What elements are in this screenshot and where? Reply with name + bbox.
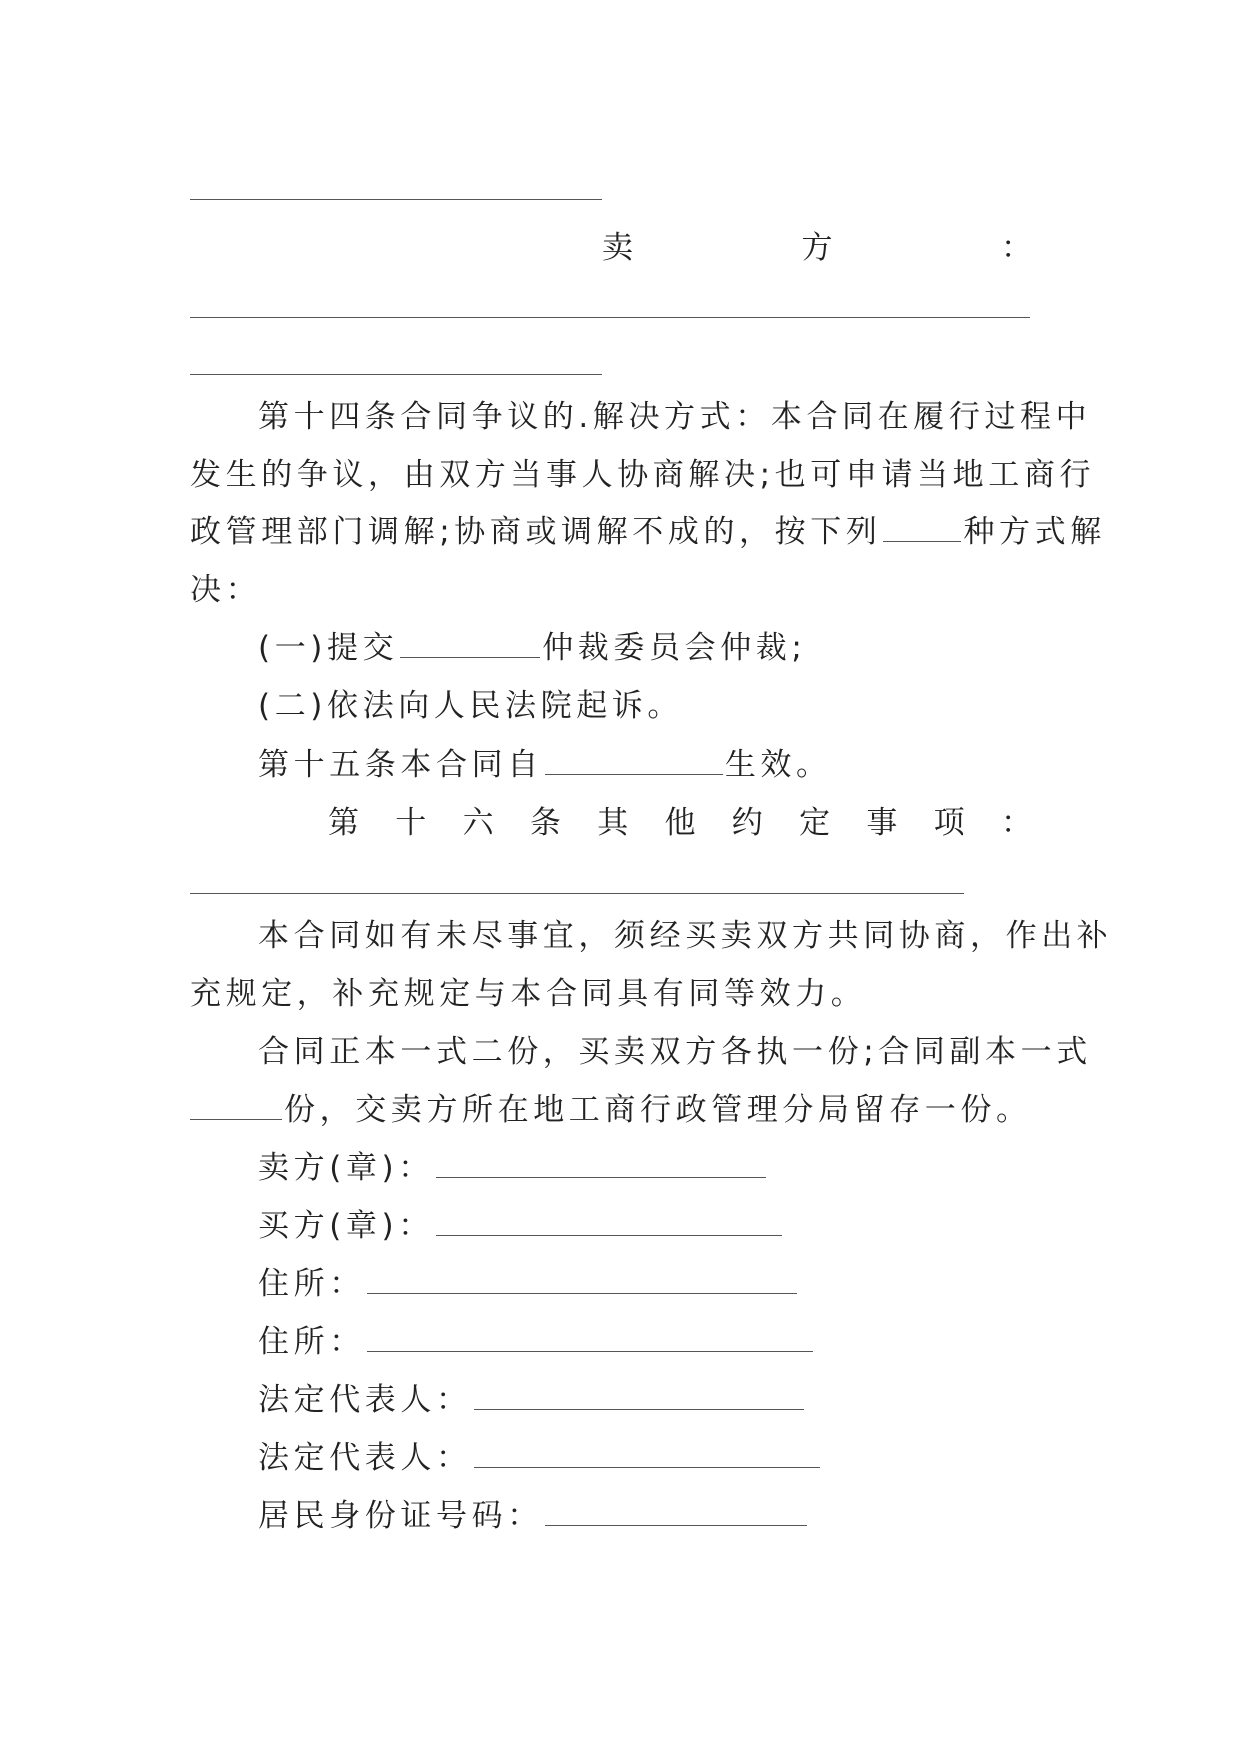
clause14-line-1: 第十四条合同争议的.解决方式：本合同在履行过程中: [258, 399, 1092, 435]
clause16-char: 他: [664, 805, 696, 841]
address-blank-2[interactable]: [367, 1323, 813, 1352]
copies-line-2-text: 份，交卖方所在地工商行政管理分局留存一份。: [284, 1092, 1032, 1128]
id-number-blank[interactable]: [545, 1497, 807, 1526]
seller-heading-char-2: 方: [801, 230, 833, 266]
option-arbitration: [258, 628, 806, 668]
clause16-char: 其: [597, 805, 629, 841]
buyer-seal-blank[interactable]: [436, 1207, 782, 1236]
address-row-2: [258, 1322, 815, 1362]
buyer-seal-label: 买方(章)：: [258, 1208, 434, 1244]
buyer-seal-row: [258, 1206, 784, 1246]
clause16-char: 约: [731, 805, 763, 841]
arbitration-committee-blank[interactable]: [400, 629, 540, 658]
legal-rep-label-1: 法定代表人：: [258, 1382, 472, 1418]
address-label-1: 住所：: [258, 1266, 365, 1302]
clause16-char: 事: [866, 805, 898, 841]
clause15-line: [258, 745, 832, 785]
legal-rep-blank-1[interactable]: [474, 1381, 804, 1410]
clause14-line-3-text: 政管理部门调解;协商或调解不成的，按下列: [190, 514, 882, 550]
clause16-char: 项: [933, 805, 965, 841]
option-arbitration-suffix: 仲裁委员会仲裁;: [542, 630, 807, 666]
legal-rep-row-1: [258, 1380, 806, 1420]
clause16-char: 六: [462, 805, 494, 841]
dispute-method-blank[interactable]: [883, 513, 961, 542]
address-blank-1[interactable]: [367, 1265, 797, 1294]
id-number-row: [258, 1496, 809, 1536]
clause14-line-3: [190, 512, 1106, 552]
seller-heading-colon: ：: [1001, 230, 1032, 266]
address-label-2: 住所：: [258, 1324, 365, 1360]
option-litigation: (二)依法向人民法院起诉。: [258, 688, 683, 724]
legal-rep-label-2: 法定代表人：: [258, 1440, 472, 1476]
seller-seal-row: [258, 1148, 768, 1188]
clause16-char: 十: [395, 805, 427, 841]
copies-count-blank[interactable]: [190, 1091, 282, 1120]
copies-line-2: [190, 1090, 1032, 1130]
clause14-line-4: 决：: [190, 572, 262, 608]
clause16-colon: ：: [1000, 805, 1032, 841]
clause16-char: 条: [529, 805, 561, 841]
option-arbitration-prefix: (一)提交: [258, 630, 399, 666]
seller-heading: [602, 228, 1032, 268]
blank-line-seller-1: [190, 317, 1030, 318]
legal-rep-blank-2[interactable]: [474, 1439, 820, 1468]
clause16-char: 定: [799, 805, 831, 841]
seller-seal-label: 卖方(章)：: [258, 1150, 434, 1186]
clause14-line-2: 发生的争议，由双方当事人协商解决;也可申请当地工商行: [190, 457, 1096, 493]
blank-line-top: [190, 199, 602, 200]
clause15-prefix: 第十五条本合同自: [258, 747, 543, 783]
seller-heading-char-1: 卖: [602, 230, 633, 266]
supplement-line-1: 本合同如有未尽事宜，须经买卖双方共同协商，作出补: [258, 918, 1113, 954]
blank-line-seller-2: [190, 374, 602, 375]
clause15-suffix: 生效。: [724, 747, 832, 783]
clause14-line-3-tail: 种方式解: [963, 514, 1106, 550]
clause16-char: 第: [328, 805, 359, 841]
legal-rep-row-2: [258, 1438, 822, 1478]
supplement-line-2: 充规定，补充规定与本合同具有同等效力。: [190, 976, 867, 1012]
address-row-1: [258, 1264, 799, 1304]
blank-line-other-terms: [190, 893, 964, 894]
effective-date-blank[interactable]: [545, 746, 723, 775]
copies-line-1: 合同正本一式二份，买卖双方各执一份;合同副本一式: [258, 1034, 1092, 1070]
id-number-label: 居民身份证号码：: [258, 1498, 543, 1534]
clause16-heading: [328, 803, 1032, 843]
seller-seal-blank[interactable]: [436, 1149, 766, 1178]
